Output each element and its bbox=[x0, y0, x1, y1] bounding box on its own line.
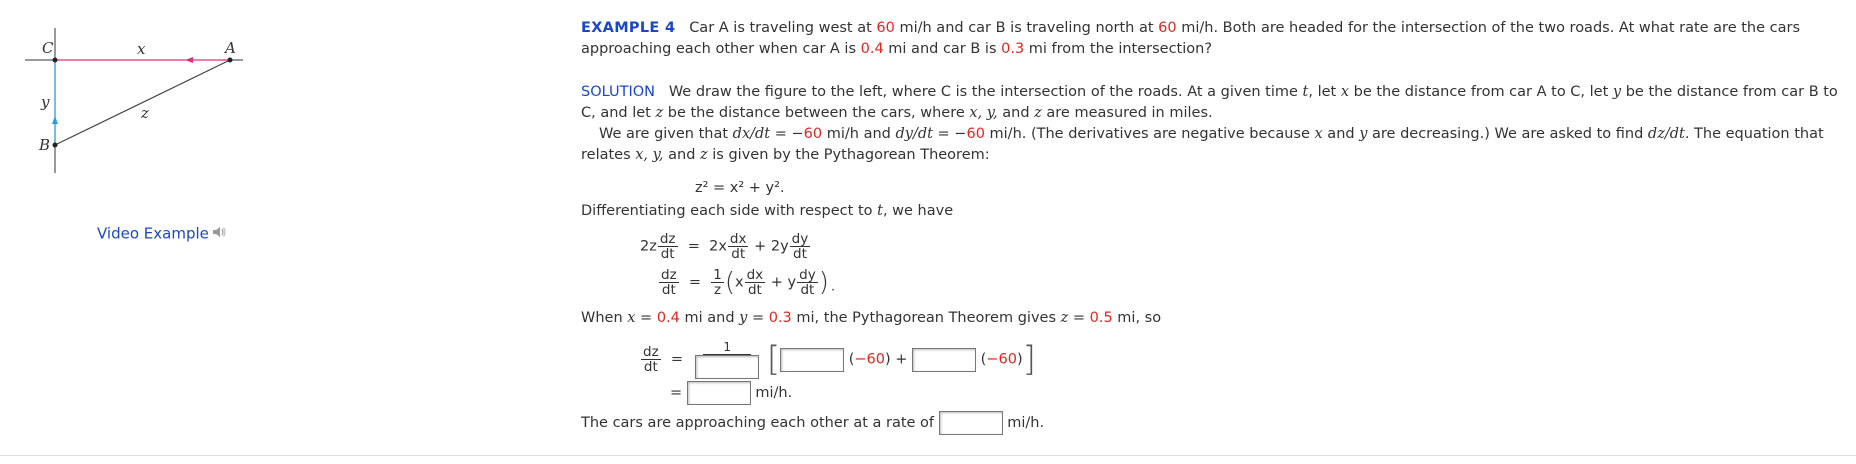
frac-1-over-z bbox=[711, 268, 724, 297]
solution-heading: SOLUTION bbox=[581, 84, 655, 100]
solution-paragraph-1 bbox=[581, 82, 1851, 124]
point-a bbox=[228, 58, 233, 63]
bracket-open: [ bbox=[766, 339, 781, 380]
frac-dzdt bbox=[659, 268, 679, 297]
num: dy bbox=[799, 267, 816, 283]
var: x, y, bbox=[635, 147, 664, 163]
var: z bbox=[1060, 310, 1069, 326]
text: = bbox=[687, 238, 700, 255]
text: and bbox=[1322, 126, 1360, 142]
text: and bbox=[663, 147, 701, 163]
den: dt bbox=[643, 359, 658, 375]
num: dx bbox=[729, 231, 747, 247]
text: = bbox=[670, 351, 684, 368]
text: 2x bbox=[709, 238, 727, 255]
value: 0.3 bbox=[1001, 41, 1025, 57]
frac-dydt bbox=[790, 232, 811, 261]
text: mi/h. (The derivatives are negative because bbox=[984, 126, 1315, 142]
text: 2z bbox=[640, 238, 657, 255]
value: 0.3 bbox=[768, 310, 792, 326]
label-b: B bbox=[39, 136, 51, 154]
text: mi and car B is bbox=[883, 41, 1002, 57]
text: , we have bbox=[882, 203, 954, 219]
num: dy bbox=[791, 231, 809, 247]
var: x bbox=[627, 310, 636, 326]
text: x bbox=[735, 274, 744, 291]
text: The cars are approaching each other at a rate of bbox=[581, 415, 935, 431]
paren-value-1: (−60) bbox=[848, 351, 891, 368]
value: 60 bbox=[966, 126, 985, 142]
final-answer-input[interactable] bbox=[939, 411, 1003, 435]
var: y bbox=[1359, 126, 1368, 142]
answer-input-2[interactable] bbox=[912, 348, 976, 372]
unit: mi/h. bbox=[1007, 415, 1045, 431]
calculation-line-1 bbox=[640, 340, 1036, 379]
value: 0.5 bbox=[1089, 310, 1113, 326]
text: are measured in miles. bbox=[1041, 105, 1213, 121]
num: 1 bbox=[713, 267, 722, 283]
text: = bbox=[1068, 310, 1090, 326]
frac-1-over-box bbox=[693, 340, 761, 379]
value: 60 bbox=[803, 126, 823, 142]
value: −60 bbox=[854, 351, 886, 368]
text: mi, the Pythagorean Theorem gives bbox=[791, 310, 1061, 326]
text: 2y bbox=[770, 238, 789, 255]
value: 0.4 bbox=[656, 310, 680, 326]
var: t bbox=[877, 203, 883, 219]
example-content bbox=[581, 18, 1851, 60]
var: z bbox=[700, 147, 708, 163]
text: Differentiating each side with respect to bbox=[581, 203, 878, 219]
denominator-answer-input[interactable] bbox=[695, 355, 759, 379]
var: t bbox=[1302, 84, 1309, 100]
den: dt bbox=[660, 246, 675, 262]
solution-content bbox=[581, 82, 1851, 166]
segment-z bbox=[55, 60, 230, 145]
var: dx/dt bbox=[732, 126, 771, 142]
video-example-label: Video Example bbox=[97, 224, 209, 243]
text: mi from the intersection? bbox=[1024, 41, 1213, 57]
text: = bbox=[688, 274, 702, 291]
solution-paragraph-2 bbox=[581, 124, 1851, 166]
value: −60 bbox=[986, 351, 1017, 368]
var: dy/dt bbox=[895, 126, 933, 142]
example-paragraph bbox=[581, 18, 1851, 60]
frac-dzdt bbox=[641, 345, 661, 374]
den: dt bbox=[731, 246, 746, 262]
calculation-line-2 bbox=[670, 381, 792, 405]
text: = − bbox=[932, 126, 967, 142]
label-a: A bbox=[225, 39, 236, 57]
arrow-y-icon bbox=[52, 116, 58, 124]
text: and bbox=[997, 105, 1035, 121]
text: = − bbox=[770, 126, 804, 142]
text: = bbox=[635, 310, 657, 326]
text: is given by the Pythagorean Theorem: bbox=[707, 147, 990, 163]
label-x: x bbox=[137, 40, 146, 58]
text: = bbox=[747, 310, 769, 326]
value: 60 bbox=[876, 20, 895, 36]
video-example-link[interactable] bbox=[97, 224, 227, 244]
result-answer-input[interactable] bbox=[687, 381, 751, 405]
var: dz/dt bbox=[1647, 126, 1685, 142]
frac-dxdt bbox=[745, 268, 766, 297]
frac-dzdt bbox=[658, 232, 678, 261]
num: 1 bbox=[703, 340, 751, 355]
var: x bbox=[1314, 126, 1323, 142]
var: x, y, bbox=[969, 105, 998, 121]
den: dt bbox=[661, 282, 676, 298]
text: mi, so bbox=[1112, 310, 1162, 326]
example-heading: EXAMPLE 4 bbox=[581, 20, 676, 36]
equation-dzdt bbox=[658, 268, 837, 297]
differentiating-line bbox=[581, 203, 953, 219]
text: . The equation that relates bbox=[581, 126, 1824, 163]
den: z bbox=[714, 282, 722, 298]
equation-derivative bbox=[640, 232, 811, 261]
answer-input-1[interactable] bbox=[780, 348, 844, 372]
frac-dydt bbox=[797, 268, 818, 297]
num: dz bbox=[643, 344, 659, 360]
text: mi/h. Both are headed for the intersection of the two roads. At what rate are the cars approaching each other when car A is bbox=[581, 20, 1801, 57]
var: z bbox=[655, 105, 664, 121]
divider bbox=[0, 455, 1856, 456]
point-b bbox=[53, 143, 58, 148]
point-c bbox=[53, 58, 58, 63]
unit: mi/h. bbox=[755, 385, 793, 401]
text: We are given that bbox=[599, 126, 733, 142]
den: dt bbox=[747, 282, 762, 298]
when-line bbox=[581, 310, 1161, 326]
den: dt bbox=[793, 246, 807, 262]
intersection-diagram bbox=[25, 28, 275, 188]
num: dz bbox=[659, 231, 676, 247]
var: x bbox=[1340, 84, 1350, 100]
text: be the distance from car B to C, and let bbox=[581, 84, 1838, 121]
frac-dxdt bbox=[728, 232, 749, 261]
text: , let bbox=[1308, 84, 1341, 100]
value: 0.4 bbox=[860, 41, 884, 57]
label-z: z bbox=[141, 104, 149, 122]
var: y bbox=[739, 310, 748, 326]
text: mi/h and bbox=[822, 126, 896, 142]
text: = bbox=[670, 385, 683, 401]
text: y bbox=[787, 274, 797, 291]
bracket-close: ] bbox=[1022, 339, 1036, 380]
paren-open: ( bbox=[724, 267, 735, 298]
pythagorean-equation: z² = x² + y². bbox=[695, 180, 785, 196]
den bbox=[693, 355, 761, 379]
text: are decreasing.) We are asked to find bbox=[1367, 126, 1648, 142]
paren-close: ). bbox=[818, 267, 838, 298]
num: dx bbox=[746, 267, 764, 283]
den: dt bbox=[800, 282, 815, 298]
text: mi/h and car B is traveling north at bbox=[894, 20, 1159, 36]
text: Car A is traveling west at bbox=[689, 20, 877, 36]
final-line bbox=[581, 411, 1044, 435]
text: + bbox=[754, 238, 767, 255]
paren-value-2: (−60) bbox=[980, 351, 1023, 368]
text: be the distance from car A to C, let bbox=[1349, 84, 1613, 100]
var: y bbox=[1612, 84, 1622, 100]
diagram bbox=[25, 28, 275, 192]
text: + bbox=[895, 351, 908, 368]
value: 60 bbox=[1158, 20, 1177, 36]
text: We draw the figure to the left, where C is the intersection of the roads. At a given time bbox=[668, 84, 1303, 100]
var: z bbox=[1034, 105, 1042, 121]
label-y: y bbox=[41, 93, 50, 111]
text: mi and bbox=[679, 310, 740, 326]
text: When bbox=[581, 310, 628, 326]
text: be the distance between the cars, where bbox=[663, 105, 970, 121]
speaker-icon bbox=[211, 224, 227, 244]
text: + bbox=[770, 274, 783, 291]
arrow-x-icon bbox=[185, 57, 193, 63]
label-c: C bbox=[42, 39, 54, 57]
num: dz bbox=[661, 267, 677, 283]
